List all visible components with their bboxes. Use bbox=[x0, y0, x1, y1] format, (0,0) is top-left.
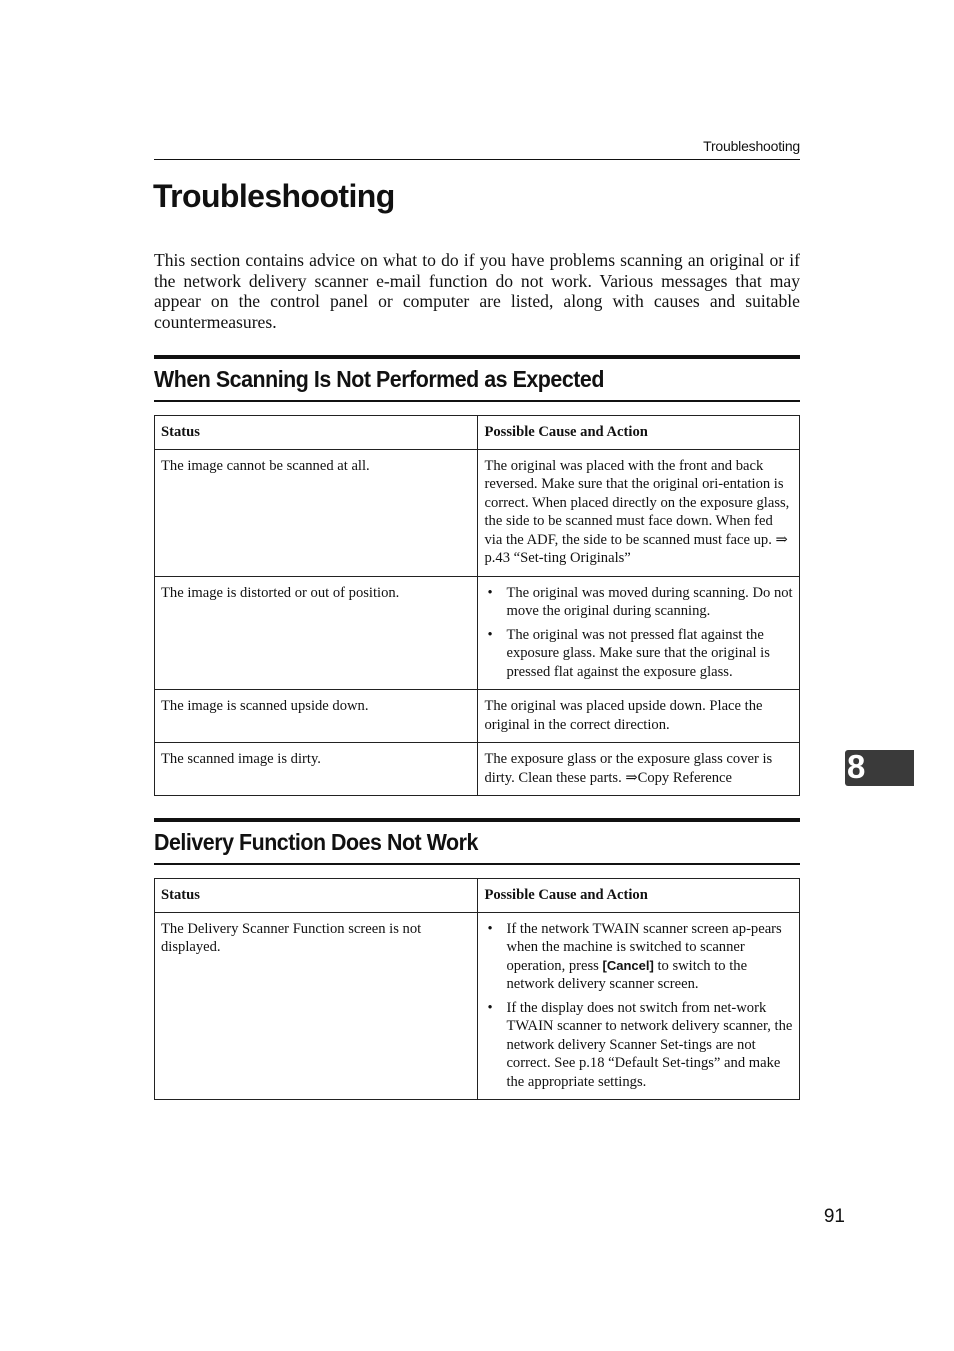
section-rule-bottom bbox=[154, 863, 800, 865]
bullet-item: • If the display does not switch from net-work TWAIN scanner to network delivery scanner, the network delivery Scanner Set-tings are not correct. See p.18 “Default Set-tings” and make the appropriate settings. bbox=[484, 999, 793, 1092]
page-number: 91 bbox=[823, 1206, 845, 1227]
header-rule bbox=[154, 159, 800, 160]
action-cell: The exposure glass or the exposure glass cover is dirty. Clean these parts. ⇒Copy Reference bbox=[478, 743, 800, 796]
bullet-text: to switch to the network delivery scanner screen. bbox=[506, 957, 748, 992]
section-heading-delivery: Delivery Function Does Not Work bbox=[154, 829, 478, 855]
bullet-item: • The original was not pressed flat against the exposure glass. Make sure that the original is pressed flat against the exposure glass. bbox=[484, 626, 793, 682]
column-header-status: Status bbox=[155, 416, 478, 450]
table-row bbox=[155, 449, 800, 576]
status-cell: The scanned image is dirty. bbox=[155, 743, 478, 796]
action-bullet-list bbox=[484, 584, 793, 682]
action-cell: The original was placed with the front and back reversed. Make sure that the original ori-entation is correct. When placed directly on the exposure glass, the side to be scanned must face down. When fed via the ADF, the side to be scanned must face up. ⇒ p.43 “Set-ting Originals” bbox=[478, 449, 800, 576]
action-cell bbox=[478, 576, 800, 690]
scanning-troubleshooting-table bbox=[154, 415, 800, 796]
column-header-status: Status bbox=[155, 879, 478, 913]
table-header-row bbox=[155, 416, 800, 450]
table-row bbox=[155, 576, 800, 690]
intro-paragraph: This section contains advice on what to do if you have problems scanning an original or if the network delivery scanner e-mail function do not work. Various messages that may appear on the control panel or computer are listed, along with causes and suitable countermeasures. bbox=[154, 250, 800, 333]
status-cell: The Delivery Scanner Function screen is not displayed. bbox=[155, 912, 478, 1100]
status-cell: The image is distorted or out of position. bbox=[155, 576, 478, 690]
action-cell bbox=[478, 912, 800, 1100]
running-header: Troubleshooting bbox=[703, 138, 800, 154]
page-title: Troubleshooting bbox=[153, 178, 395, 214]
action-cell: The original was placed upside down. Place the original in the correct direction. bbox=[478, 690, 800, 743]
chapter-number: 8 bbox=[847, 748, 866, 785]
column-header-action: Possible Cause and Action bbox=[478, 416, 800, 450]
delivery-troubleshooting-table bbox=[154, 878, 800, 1100]
chapter-tab bbox=[845, 750, 914, 786]
action-bullet-list bbox=[484, 920, 793, 1092]
table-header-row bbox=[155, 879, 800, 913]
status-cell: The image cannot be scanned at all. bbox=[155, 449, 478, 576]
section-heading-scanning: When Scanning Is Not Performed as Expected bbox=[154, 366, 604, 392]
section-rule-top bbox=[154, 355, 800, 359]
table-row bbox=[155, 912, 800, 1100]
cancel-key-label: [Cancel] bbox=[602, 957, 654, 973]
bullet-item bbox=[484, 920, 793, 994]
column-header-action: Possible Cause and Action bbox=[478, 879, 800, 913]
status-cell: The image is scanned upside down. bbox=[155, 690, 478, 743]
section-rule-top bbox=[154, 818, 800, 822]
table-row bbox=[155, 743, 800, 796]
table-row bbox=[155, 690, 800, 743]
bullet-item: • The original was moved during scanning. Do not move the original during scanning. bbox=[484, 584, 793, 621]
bullet-text: If the network TWAIN scanner screen ap-pears when the machine is switched to scanner operation, press bbox=[506, 920, 782, 974]
section-rule-bottom bbox=[154, 400, 800, 402]
